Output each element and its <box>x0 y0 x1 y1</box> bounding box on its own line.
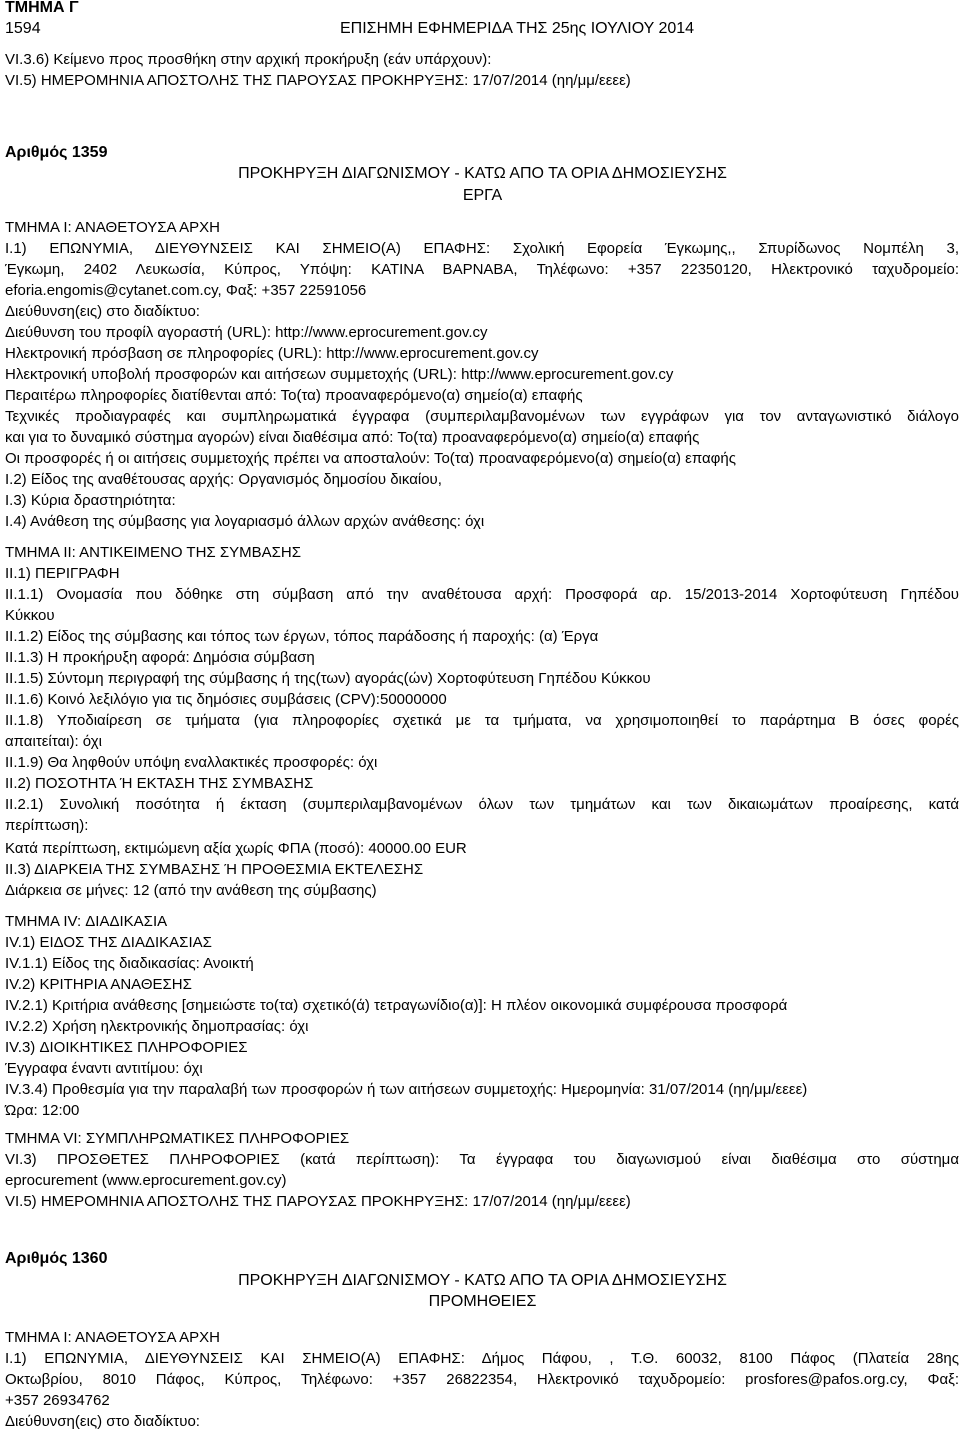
notice-line: ΤΜΗΜΑ Ι: ΑΝΑΘΕΤΟΥΣΑ ΑΡΧΗ <box>5 219 220 236</box>
notice-line: Διεύθυνση(εις) στο διαδίκτυο: <box>5 303 200 320</box>
prev-notice-line: VI.3.6) Κείμενο προς προσθήκη στην αρχική προκήρυξη (εάν υπάρχουν): <box>5 51 492 68</box>
notice-line: ΙΙ.2.1) Συνολική ποσότητα ή έκταση (συμπεριλαμβανομένων όλων των τμημάτων και των δικαιωμάτων προαίρεσης, κατά <box>5 796 959 813</box>
notice-line: Ι.2) Είδος της αναθέτουσας αρχής: Οργανισμός δημοσίου δικαίου, <box>5 471 442 488</box>
notice-line: ΙΙ.1.3) Η προκήρυξη αφορά: Δημόσια σύμβαση <box>5 649 315 666</box>
notice-line: Περαιτέρω πληροφορίες διατίθενται από: Το(τα) προαναφερόμενο(α) σημείο(α) επαφής <box>5 387 583 404</box>
notice-title: ΠΡΟΚΗΡΥΞΗ ΔΙΑΓΩΝΙΣΜΟΥ - ΚΑΤΩ ΑΠΟ ΤΑ ΟΡΙΑ ΔΗΜΟΣΙΕΥΣΗΣ <box>238 165 727 182</box>
notice-line: Ι.1) ΕΠΩΝΥΜΙΑ, ΔΙΕΥΘΥΝΣΕΙΣ ΚΑΙ ΣΗΜΕΙΟ(Α) ΕΠΑΦΗΣ: Δήμος Πάφου, , Τ.Θ. 60032, 8100 Πάφος (Πλατεία 28ης <box>5 1350 959 1367</box>
notice-line: Έγγραφα έναντι αντιτίμου: όχι <box>5 1060 203 1077</box>
notice-line: ΤΜΗΜΑ ΙΙ: ΑΝΤΙΚΕΙΜΕΝΟ ΤΗΣ ΣΥΜΒΑΣΗΣ <box>5 544 302 561</box>
notice-title: ΠΡΟΚΗΡΥΞΗ ΔΙΑΓΩΝΙΣΜΟΥ - ΚΑΤΩ ΑΠΟ ΤΑ ΟΡΙΑ ΔΗΜΟΣΙΕΥΣΗΣ <box>238 1272 727 1289</box>
notice-line: Ι.4) Ανάθεση της σύμβασης για λογαριασμό άλλων αρχών ανάθεσης: όχι <box>5 513 485 530</box>
notice-line: IV.2.2) Χρήση ηλεκτρονικής δημοπρασίας: όχι <box>5 1018 309 1035</box>
notice-line: ΙΙ.1.2) Είδος της σύμβασης και τόπος των έργων, τόπος παράδοσης ή παροχής: (α) Έργα <box>5 628 599 645</box>
notice-line: ΙΙ.1.1) Ονομασία που δόθηκε στη σύμβαση από την αναθέτουσα αρχή: Προσφορά αρ. 15/2013-2014 Χορτοφύτευση Γηπέδου <box>5 586 959 603</box>
notice-line: Ι.1) ΕΠΩΝΥΜΙΑ, ΔΙΕΥΘΥΝΣΕΙΣ ΚΑΙ ΣΗΜΕΙΟ(Α) ΕΠΑΦΗΣ: Σχολική Εφορεία Έγκωμης,, Σπυρίδωνος Νομπέλη 3, <box>5 240 959 257</box>
notice-category: ΠΡΟΜΗΘΕΙΕΣ <box>428 1293 537 1310</box>
notice-number: Αριθμός 1359 <box>5 144 108 161</box>
notice-line: eprocurement (www.eprocurement.gov.cy) <box>5 1172 287 1189</box>
notice-line: ΙΙ.1.5) Σύντομη περιγραφή της σύμβασης ή της(των) αγοράς(ών) Χορτοφύτευση Γηπέδου Κύκκου <box>5 670 651 687</box>
notice-line: IV.3.4) Προθεσμία για την παραλαβή των προσφορών ή των αιτήσεων συμμετοχής: Ημερομηνία: 31/07/2014 (ηη/μμ/εεεε) <box>5 1081 808 1098</box>
notice-line: VI.5) ΗΜΕΡΟΜΗΝΙΑ ΑΠΟΣΤΟΛΗΣ ΤΗΣ ΠΑΡΟΥΣΑΣ ΠΡΟΚΗΡΥΞΗΣ: 17/07/2014 (ηη/μμ/εεεε) <box>5 1193 631 1210</box>
notice-line: Ηλεκτρονική πρόσβαση σε πληροφορίες (URL): http://www.eprocurement.gov.cy <box>5 345 539 362</box>
notice-line: ΤΜΗΜΑ IV: ΔΙΑΔΙΚΑΣΙΑ <box>5 913 168 930</box>
notice-line: IV.2) ΚΡΙΤΗΡΙΑ ΑΝΑΘΕΣΗΣ <box>5 976 192 993</box>
notice-category: ΕΡΓΑ <box>462 187 503 204</box>
notice-line: IV.2.1) Κριτήρια ανάθεσης [σημειώστε το(τα) σχετικό(ά) τετραγωνίδιο(α)]: Η πλέον οικονομικά συμφέρουσα προσφορά <box>5 997 788 1014</box>
notice-line: Διεύθυνση του προφίλ αγοραστή (URL): http://www.eprocurement.gov.cy <box>5 324 488 341</box>
notice-line: IV.3) ΔΙΟΙΚΗΤΙΚΕΣ ΠΛΗΡΟΦΟΡΙΕΣ <box>5 1039 248 1056</box>
notice-line: Διάρκεια σε μήνες: 12 (από την ανάθεση της σύμβασης) <box>5 882 377 899</box>
notice-line: περίπτωση): <box>5 817 89 834</box>
notice-line: Έγκωμη, 2402 Λευκωσία, Κύπρος, Υπόψη: ΚΑΤΙΝΑ ΒΑΡΝΑΒΑ, Τηλέφωνο: +357 22350120, Ηλεκτρονικό ταχυδρομείο: <box>5 261 959 278</box>
notice-line: ΙΙ.1.9) Θα ληφθούν υπόψη εναλλακτικές προσφορές: όχι <box>5 754 378 771</box>
notice-number: Αριθμός 1360 <box>5 1250 108 1267</box>
notice-line: Κατά περίπτωση, εκτιμώμενη αξία χωρίς ΦΠΑ (ποσό): 40000.00 EUR <box>5 840 467 857</box>
notice-line: ΙΙ.3) ΔΙΑΡΚΕΙΑ ΤΗΣ ΣΥΜΒΑΣΗΣ Ή ΠΡΟΘΕΣΜΙΑ ΕΚΤΕΛΕΣΗΣ <box>5 861 424 878</box>
notice-line: Κύκκου <box>5 607 55 624</box>
notice-line: ΙΙ.1.8) Υποδιαίρεση σε τμήματα (για πληροφορίες σχετικά με τα τμήματα, να χρησιμοποιηθεί το παράρτημα Β όσες φορές <box>5 712 959 729</box>
page-number: 1594 <box>5 20 41 37</box>
notice-line: Οκτωβρίου, 8010 Πάφος, Κύπρος, Τηλέφωνο: +357 26822354, Ηλεκτρονικό ταχυδρομείο: prosfores@pafos.org.cy, Φαξ: <box>5 1371 959 1388</box>
notice-line: ΙΙ.1.6) Κοινό λεξιλόγιο για τις δημόσιες συμβάσεις (CPV):50000000 <box>5 691 447 708</box>
notice-line: ΤΜΗΜΑ Ι: ΑΝΑΘΕΤΟΥΣΑ ΑΡΧΗ <box>5 1329 220 1346</box>
section-label: ΤΜΗΜΑ Γ <box>5 0 79 16</box>
notice-line: VI.3) ΠΡΟΣΘΕΤΕΣ ΠΛΗΡΟΦΟΡΙΕΣ (κατά περίπτωση): Τα έγγραφα του διαγωνισμού είναι διαθέσιμα στο σύστημα <box>5 1151 959 1168</box>
notice-line: IV.1.1) Είδος της διαδικασίας: Ανοικτή <box>5 955 254 972</box>
notice-line: ΙΙ.2) ΠΟΣΟΤΗΤΑ Ή ΕΚΤΑΣΗ ΤΗΣ ΣΥΜΒΑΣΗΣ <box>5 775 314 792</box>
prev-notice-line: VI.5) ΗΜΕΡΟΜΗΝΙΑ ΑΠΟΣΤΟΛΗΣ ΤΗΣ ΠΑΡΟΥΣΑΣ ΠΡΟΚΗΡΥΞΗΣ: 17/07/2014 (ηη/μμ/εεεε) <box>5 72 631 89</box>
notice-line: ΙΙ.1) ΠΕΡΙΓΡΑΦΗ <box>5 565 120 582</box>
notice-line: Διεύθυνση(εις) στο διαδίκτυο: <box>5 1413 200 1430</box>
publication-title: ΕΠΙΣΗΜΗ ΕΦΗΜΕΡΙΔΑ ΤΗΣ 25ης ΙΟΥΛΙΟΥ 2014 <box>340 20 695 37</box>
notice-line: Οι προσφορές ή οι αιτήσεις συμμετοχής πρέπει να αποσταλούν: Το(τα) προαναφερόμενο(α) σημείο(α) επαφής <box>5 450 736 467</box>
notice-line: ΤΜΗΜΑ VI: ΣΥΜΠΛΗΡΩΜΑΤΙΚΕΣ ΠΛΗΡΟΦΟΡΙΕΣ <box>5 1130 350 1147</box>
notice-line: IV.1) ΕΙΔΟΣ ΤΗΣ ΔΙΑΔΙΚΑΣΙΑΣ <box>5 934 212 951</box>
notice-line: eforia.engomis@cytanet.com.cy, Φαξ: +357 22591056 <box>5 282 367 299</box>
notice-line: και για το δυναμικό σύστημα αγορών) είναι διαθέσιμα από: Το(τα) προαναφερόμενο(α) σημείο(α) επαφής <box>5 429 700 446</box>
notice-line: Τεχνικές προδιαγραφές και συμπληρωματικά έγγραφα (συμπεριλαμβανομένων των εγγράφων για τον ανταγωνιστικό διάλογο <box>5 408 959 425</box>
notice-line: +357 26934762 <box>5 1392 110 1409</box>
notice-line: Ηλεκτρονική υποβολή προσφορών και αιτήσεων συμμετοχής (URL): http://www.eprocurement.gov.cy <box>5 366 674 383</box>
notice-line: Ι.3) Κύρια δραστηριότητα: <box>5 492 176 509</box>
notice-line: Ώρα: 12:00 <box>5 1102 80 1119</box>
notice-line: απαιτείται): όχι <box>5 733 102 750</box>
